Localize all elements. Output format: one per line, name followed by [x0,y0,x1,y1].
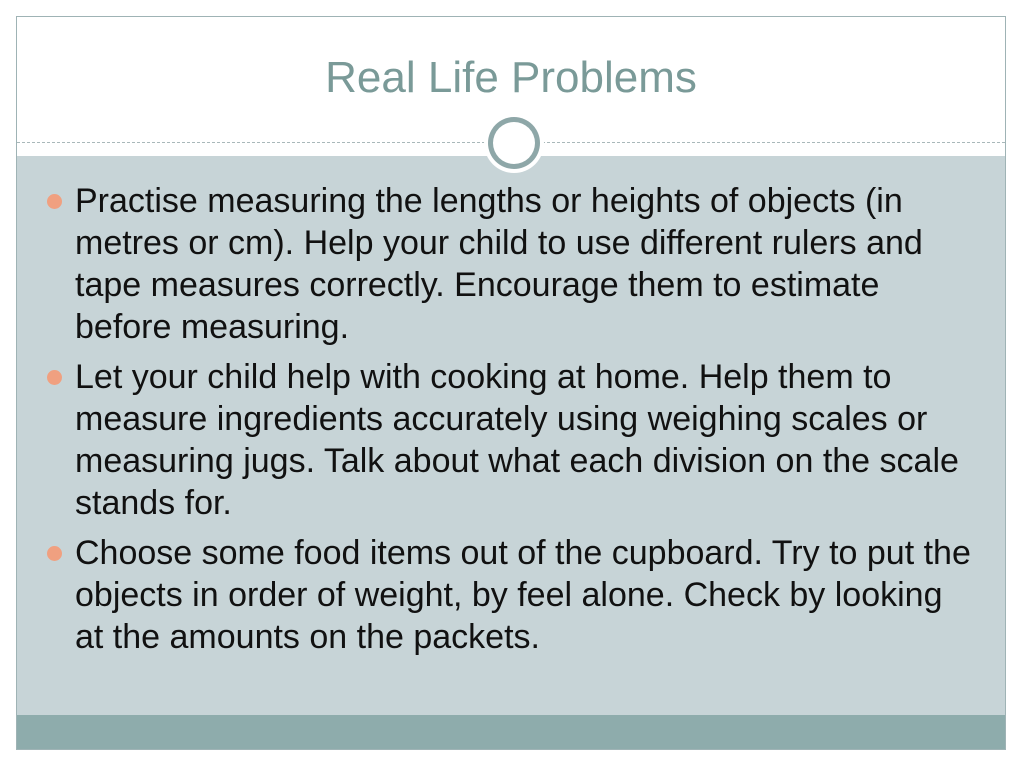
slide [16,16,1006,750]
circle-ornament-icon [484,113,544,173]
bullet-item [45,180,975,348]
footer-bar [17,715,1005,749]
bullet-text: Choose some food items out of the cupboard. Try to put the objects in order of weight, by feel alone. Check by looking at the amounts on the packets. [75,534,971,656]
bullet-dot-icon [47,546,62,561]
bullet-item [45,532,975,658]
bullet-list [45,180,975,666]
bullet-dot-icon [47,370,62,385]
slide-title: Real Life Problems [325,53,697,102]
bullet-item [45,356,975,524]
content-area [17,156,1005,716]
bullet-dot-icon [47,194,62,209]
ornament-ring [488,117,540,169]
bullet-text: Let your child help with cooking at home. Help them to measure ingredients accurately using weighing scales or measuring jugs. Talk about what each division on the scale stands for. [75,358,959,522]
bullet-text: Practise measuring the lengths or heights of objects (in metres or cm). Help your child to use different rulers and tape measures correctly. Encourage them to estimate before measuring. [75,182,923,346]
ornament-center [493,122,535,164]
